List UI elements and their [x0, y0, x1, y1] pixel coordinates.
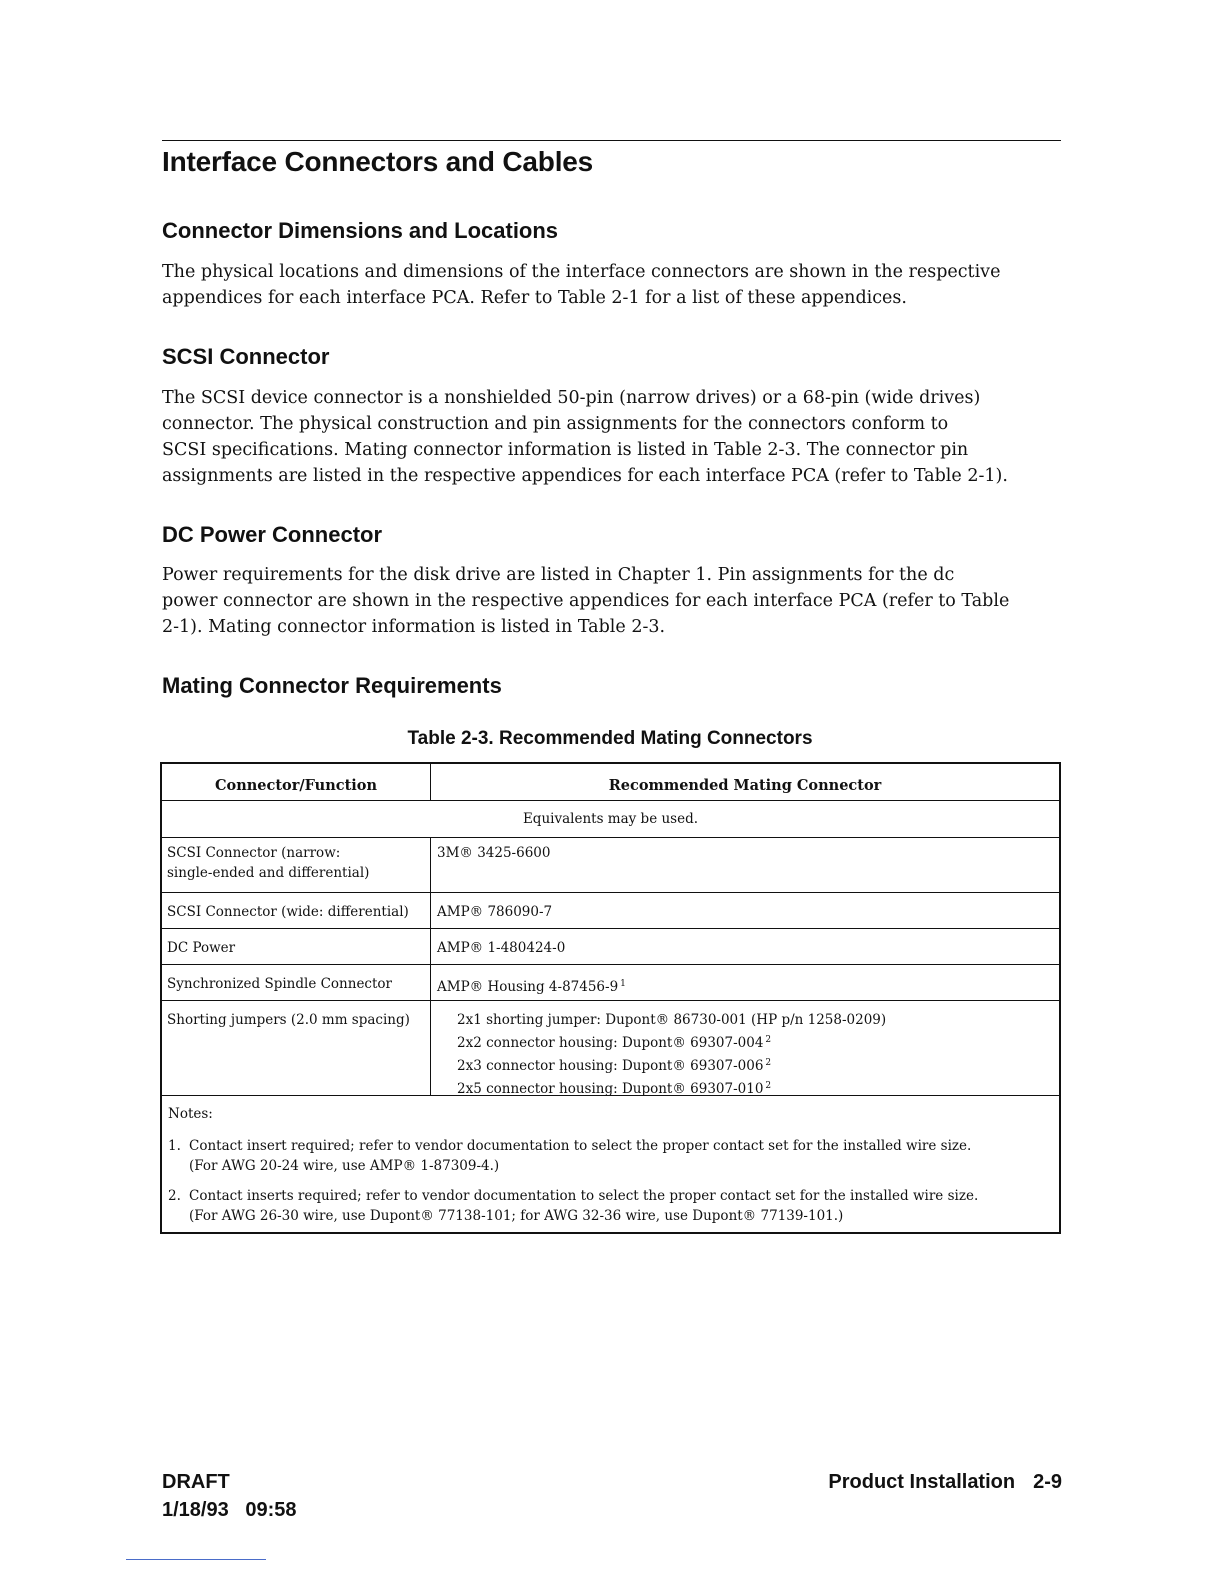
table-row: [162, 965, 1059, 1001]
cell-line: 3M® 3425-6600: [437, 845, 551, 861]
note-text: [189, 1136, 971, 1176]
footnote-ref: 2: [765, 1081, 772, 1091]
column-header-connector: Recommended Mating Connector: [608, 777, 882, 794]
heading-mating-connector-requirements: Mating Connector Requirements: [162, 673, 502, 698]
cell-line: single-ended and differential): [167, 865, 370, 881]
paragraph-line: connector. The physical construction and pin assignments for the connectors conform to: [162, 414, 949, 434]
cell-line: Synchronized Spindle Connector: [167, 976, 392, 992]
table-caption: Table 2-3. Recommended Mating Connectors: [407, 728, 813, 749]
paragraph-scsi-connector: [162, 385, 1062, 489]
heading-scsi-connector: SCSI Connector: [162, 344, 330, 369]
cell-line: Shorting jumpers (2.0 mm spacing): [167, 1012, 410, 1028]
cell-line: AMP® 1-480424-0: [437, 940, 566, 956]
heading-connector-dimensions: Connector Dimensions and Locations: [162, 218, 559, 243]
draft-label: DRAFT: [162, 1471, 230, 1493]
top-rule: [162, 140, 1061, 141]
note-line: (For AWG 26-30 wire, use Dupont® 77138-101; for AWG 32-36 wire, use Dupont® 77139-101.): [189, 1208, 844, 1224]
table-row: [162, 893, 1059, 929]
table-subheader: Equivalents may be used.: [522, 811, 699, 827]
note-number: 1.: [168, 1138, 181, 1154]
cell-function: [162, 929, 431, 964]
cell-connector: [431, 965, 1059, 1000]
table-header-row: [162, 764, 1059, 801]
page-number: 2-9: [1033, 1471, 1062, 1493]
cell-line: [457, 1030, 1053, 1053]
table-row: [162, 929, 1059, 965]
paragraph-line: Power requirements for the disk drive are listed in Chapter 1. Pin assignments for the dc: [162, 565, 955, 585]
page-title: Interface Connectors and Cables: [162, 146, 594, 177]
note-item: [168, 1186, 1053, 1226]
section-name: Product Installation: [828, 1471, 1016, 1493]
table-row: [162, 1001, 1059, 1096]
cell-line: [437, 974, 1053, 997]
cell-function: [162, 893, 431, 928]
footer-page-info: [828, 1468, 1062, 1496]
note-text: [189, 1186, 978, 1226]
cell-connector: [431, 893, 1059, 928]
note-line: Contact inserts required; refer to vendor documentation to select the proper contact set for the installed wire size.: [189, 1188, 979, 1204]
paragraph-line: appendices for each interface PCA. Refer to Table 2-1 for a list of these appendices.: [162, 288, 907, 308]
cell-line: DC Power: [167, 940, 236, 956]
paragraph-line: The SCSI device connector is a nonshielded 50-pin (narrow drives) or a 68-pin (wide drives): [162, 388, 981, 408]
column-header-function: Connector/Function: [162, 764, 431, 800]
mating-connectors-table: [160, 762, 1061, 1234]
paragraph-line: SCSI specifications. Mating connector information is listed in Table 2-3. The connector pin: [162, 440, 969, 460]
note-line: (For AWG 20-24 wire, use AMP® 1-87309-4.): [189, 1158, 500, 1174]
paragraph-line: power connector are shown in the respective appendices for each interface PCA (refer to Table: [162, 591, 1010, 611]
cell-line: [457, 1076, 1053, 1099]
cell-connector: [431, 929, 1059, 964]
paragraph-line: 2-1). Mating connector information is listed in Table 2-3.: [162, 617, 666, 637]
cell-connector: [431, 838, 1059, 892]
heading-dc-power-connector: DC Power Connector: [162, 522, 383, 547]
table-row: [162, 838, 1059, 893]
note-number: 2.: [168, 1188, 181, 1204]
connector-text: 2x2 connector housing: Dupont® 69307-004: [457, 1035, 764, 1051]
footnote-ref: 2: [765, 1035, 772, 1045]
note-item: [168, 1136, 1053, 1176]
cell-line: 2x1 shorting jumper: Dupont® 86730-001 (HP p/n 1258-0209): [457, 1012, 887, 1028]
table-subheader-row: [162, 801, 1059, 838]
cell-line: AMP® 786090-7: [437, 904, 553, 920]
draft-timestamp: 1/18/93 09:58: [162, 1499, 297, 1521]
footer-draft-stamp: [162, 1468, 297, 1524]
connector-text: 2x3 connector housing: Dupont® 69307-006: [457, 1058, 764, 1074]
footnote-ref: 2: [765, 1058, 772, 1068]
notes-label: Notes:: [168, 1106, 213, 1122]
paragraph-dc-power-connector: [162, 562, 1062, 640]
bottom-decorative-line: [126, 1559, 266, 1560]
cell-function: [162, 965, 431, 1000]
note-line: Contact insert required; refer to vendor documentation to select the proper contact set for the installed wire size.: [189, 1138, 972, 1154]
cell-line: SCSI Connector (narrow:: [167, 845, 341, 861]
paragraph-line: assignments are listed in the respective appendices for each interface PCA (refer to Table 2-1).: [162, 466, 1008, 486]
cell-function: [162, 1001, 431, 1095]
table-notes: [162, 1096, 1059, 1232]
cell-line: SCSI Connector (wide: differential): [167, 904, 409, 920]
connector-text: 2x5 connector housing: Dupont® 69307-010: [457, 1081, 764, 1097]
connector-text: AMP® Housing 4-87456-9: [437, 979, 619, 995]
cell-line: [457, 1053, 1053, 1076]
cell-function: [162, 838, 431, 892]
footnote-ref: 1: [620, 979, 626, 989]
paragraph-connector-dimensions: [162, 259, 1062, 311]
paragraph-line: The physical locations and dimensions of the interface connectors are shown in the respective: [162, 262, 1001, 282]
cell-connector: [431, 1001, 1059, 1095]
